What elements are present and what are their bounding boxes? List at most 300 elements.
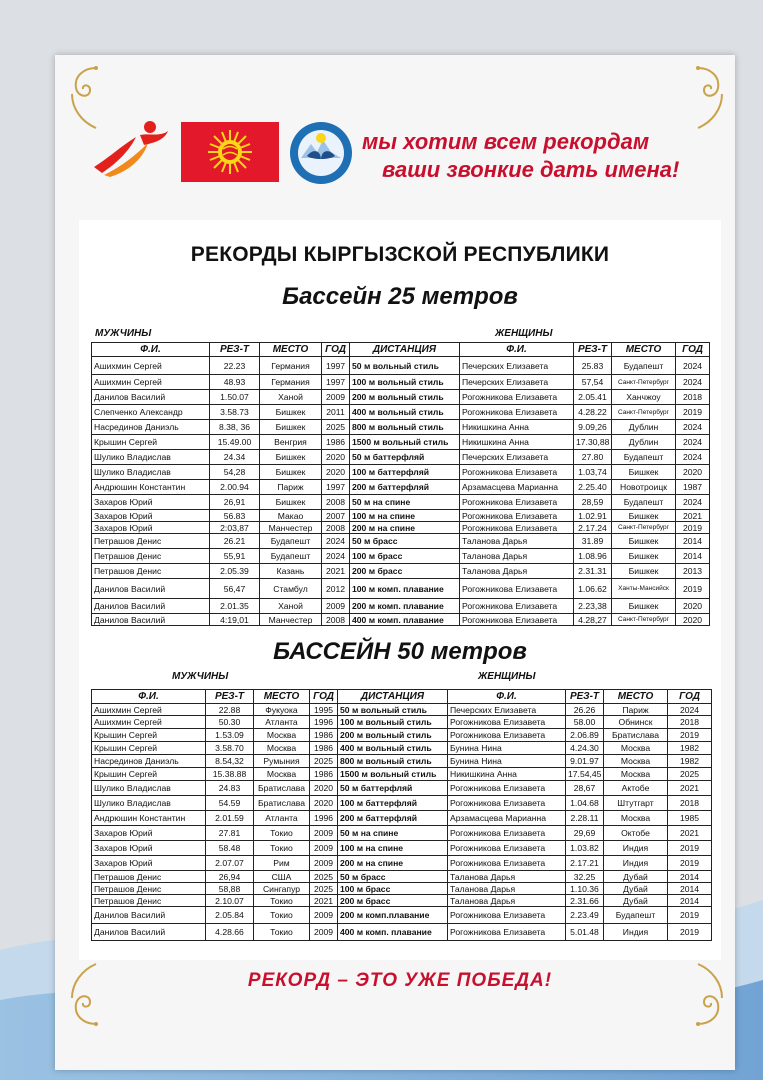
- women-place-cell: Москва: [604, 768, 668, 781]
- men-place-cell: Германия: [260, 357, 322, 375]
- header-slogan: [360, 128, 710, 188]
- pool25-records-table: [91, 342, 710, 626]
- women-result-cell: 1.10.36: [566, 883, 604, 895]
- women-place-cell: Бишкек: [612, 549, 676, 564]
- women-name-cell: Бунина Нина: [448, 755, 566, 768]
- distance-cell: 1500 м вольный стиль: [350, 435, 460, 450]
- women-result-cell: 2.05.41: [574, 390, 612, 405]
- women-result-cell: 2.31.66: [566, 895, 604, 907]
- men-result-cell: 15.38.88: [206, 768, 254, 781]
- men-result-cell: 15.49.00: [210, 435, 260, 450]
- men-result-cell: 54,28: [210, 465, 260, 480]
- men-result-cell: 26.21: [210, 534, 260, 549]
- women-result-cell: 17.54,45: [566, 768, 604, 781]
- men-year-cell: 1997: [322, 375, 350, 390]
- column-header: МЕСТО: [612, 343, 676, 357]
- men-year-cell: 1996: [310, 811, 338, 826]
- men-year-cell: 2011: [322, 405, 350, 420]
- corner-ornament-icon: [668, 64, 728, 134]
- table-row: [92, 614, 710, 626]
- men-year-cell: 2021: [322, 564, 350, 579]
- men-year-cell: 2025: [310, 871, 338, 883]
- distance-cell: 50 м баттерфляй: [350, 450, 460, 465]
- men-place-cell: Манчестер: [260, 614, 322, 626]
- men-result-cell: 56,47: [210, 579, 260, 599]
- men-year-cell: 2020: [322, 450, 350, 465]
- men-result-cell: 8.54,32: [206, 755, 254, 768]
- distance-cell: 200 м вольный стиль: [350, 390, 460, 405]
- men-name-cell: Петрашов Денис: [92, 564, 210, 579]
- distance-cell: 100 м вольный стиль: [338, 716, 448, 729]
- women-place-cell: Дублин: [612, 420, 676, 435]
- men-name-cell: Данилов Василий: [92, 924, 206, 941]
- women-place-cell: Дубай: [604, 895, 668, 907]
- distance-cell: 200 м на спине: [350, 522, 460, 534]
- men-year-cell: 2009: [310, 924, 338, 941]
- distance-cell: 800 м вольный стиль: [338, 755, 448, 768]
- distance-cell: 50 м на спине: [338, 826, 448, 841]
- men-place-cell: Токио: [254, 907, 310, 924]
- distance-cell: 100 м брасс: [350, 549, 460, 564]
- footer-slogan: РЕКОРД – ЭТО УЖЕ ПОБЕДА!: [247, 970, 553, 991]
- men-name-cell: Ашихмин Сергей: [92, 716, 206, 729]
- table-row: [92, 579, 710, 599]
- men-result-cell: 4:19,01: [210, 614, 260, 626]
- men-year-cell: 1997: [322, 357, 350, 375]
- women-place-cell: Индия: [604, 924, 668, 941]
- men-name-cell: Насрединов Даниэль: [92, 420, 210, 435]
- corner-ornament-icon: [66, 958, 126, 1028]
- pool50-title: БАССЕЙН 50 метров: [273, 638, 527, 665]
- women-year-cell: 2020: [676, 599, 710, 614]
- men-result-cell: 50.30: [206, 716, 254, 729]
- women-year-cell: 1982: [668, 742, 712, 755]
- women-name-cell: Таланова Дарья: [460, 534, 574, 549]
- men-name-cell: Петрашов Денис: [92, 895, 206, 907]
- women-place-cell: Актобе: [604, 781, 668, 796]
- men-place-cell: Ханой: [260, 599, 322, 614]
- table-row: [92, 768, 712, 781]
- men-place-cell: Атланта: [254, 811, 310, 826]
- column-header: Ф.И.: [92, 690, 206, 704]
- men-place-cell: Будапешт: [260, 534, 322, 549]
- distance-cell: 200 м вольный стиль: [338, 729, 448, 742]
- women-name-cell: Рогожникова Елизавета: [460, 579, 574, 599]
- table-row: [92, 450, 710, 465]
- men-result-cell: 26,91: [210, 495, 260, 510]
- men-year-cell: 2025: [310, 755, 338, 768]
- women-place-cell: Москва: [604, 811, 668, 826]
- women-name-cell: Рогожникова Елизавета: [448, 856, 566, 871]
- men-place-cell: Стамбул: [260, 579, 322, 599]
- page-title: РЕКОРДЫ КЫРГЫЗСКОЙ РЕСПУБЛИКИ: [190, 243, 610, 266]
- distance-cell: 100 м на спине: [338, 841, 448, 856]
- men-result-cell: 2.05.39: [210, 564, 260, 579]
- men-name-cell: Петрашов Денис: [92, 534, 210, 549]
- distance-cell: 200 м брасс: [338, 895, 448, 907]
- men-year-cell: 1997: [322, 480, 350, 495]
- men-year-cell: 2020: [322, 465, 350, 480]
- men-name-cell: Петрашов Денис: [92, 883, 206, 895]
- women-result-cell: 2.28.11: [566, 811, 604, 826]
- women-year-cell: 2024: [676, 435, 710, 450]
- pool25-women-label: ЖЕНЩИНЫ: [495, 328, 553, 339]
- women-place-cell: Ханчжоу: [612, 390, 676, 405]
- men-year-cell: 2021: [310, 895, 338, 907]
- men-year-cell: 2008: [322, 522, 350, 534]
- women-year-cell: 2024: [668, 704, 712, 716]
- distance-cell: 50 м брасс: [338, 871, 448, 883]
- pool25-title: Бассейн 25 метров: [282, 283, 518, 310]
- pool50-women-label: ЖЕНЩИНЫ: [478, 671, 536, 682]
- women-year-cell: 2024: [676, 375, 710, 390]
- women-place-cell: Париж: [604, 704, 668, 716]
- men-year-cell: 1986: [310, 729, 338, 742]
- men-year-cell: 2009: [322, 599, 350, 614]
- women-year-cell: 2020: [676, 465, 710, 480]
- women-result-cell: 9.01.97: [566, 755, 604, 768]
- distance-cell: 100 м на спине: [350, 510, 460, 522]
- women-result-cell: 9.09,26: [574, 420, 612, 435]
- women-result-cell: 28,59: [574, 495, 612, 510]
- men-name-cell: Данилов Василий: [92, 599, 210, 614]
- men-name-cell: Шулико Владислав: [92, 450, 210, 465]
- women-year-cell: 2020: [676, 614, 710, 626]
- table-row: [92, 390, 710, 405]
- column-header: Ф.И.: [460, 343, 574, 357]
- table-row: [92, 742, 712, 755]
- men-place-cell: Бишкек: [260, 405, 322, 420]
- women-name-cell: Таланова Дарья: [448, 895, 566, 907]
- column-header: ГОД: [322, 343, 350, 357]
- women-name-cell: Рогожникова Елизавета: [460, 405, 574, 420]
- men-year-cell: 2009: [310, 856, 338, 871]
- distance-cell: 100 м брасс: [338, 883, 448, 895]
- column-header: Ф.И.: [92, 343, 210, 357]
- table-row: [92, 871, 712, 883]
- slogan-line-2: ваши звонкие дать имена!: [382, 157, 680, 182]
- women-name-cell: Рогожникова Елизавета: [448, 729, 566, 742]
- women-name-cell: Рогожникова Елизавета: [448, 716, 566, 729]
- pool50-records-table: [91, 689, 712, 941]
- women-place-cell: Ханты-Мансийск: [612, 579, 676, 599]
- women-year-cell: 2021: [668, 781, 712, 796]
- women-result-cell: 1.06.62: [574, 579, 612, 599]
- distance-cell: 100 м баттерфляй: [350, 465, 460, 480]
- men-place-cell: Токио: [254, 895, 310, 907]
- men-name-cell: Захаров Юрий: [92, 856, 206, 871]
- women-place-cell: Обнинск: [604, 716, 668, 729]
- women-result-cell: 2.06.89: [566, 729, 604, 742]
- men-result-cell: 2:03,87: [210, 522, 260, 534]
- distance-cell: 200 м на спине: [338, 856, 448, 871]
- men-place-cell: Токио: [254, 826, 310, 841]
- women-result-cell: 1.03.82: [566, 841, 604, 856]
- men-name-cell: Петрашов Денис: [92, 871, 206, 883]
- women-year-cell: 2019: [668, 924, 712, 941]
- women-place-cell: Санкт-Петербург: [612, 375, 676, 390]
- men-place-cell: США: [254, 871, 310, 883]
- women-year-cell: 2013: [676, 564, 710, 579]
- women-year-cell: 2018: [668, 716, 712, 729]
- distance-cell: 50 м брасс: [350, 534, 460, 549]
- corner-ornament-icon: [668, 958, 728, 1028]
- women-result-cell: 32.25: [566, 871, 604, 883]
- men-name-cell: Андрюшин Константин: [92, 480, 210, 495]
- women-name-cell: Таланова Дарья: [448, 883, 566, 895]
- table-row: [92, 907, 712, 924]
- men-result-cell: 54.59: [206, 796, 254, 811]
- men-name-cell: Захаров Юрий: [92, 841, 206, 856]
- men-year-cell: 2020: [310, 781, 338, 796]
- women-year-cell: 2021: [676, 510, 710, 522]
- distance-cell: 50 м на спине: [350, 495, 460, 510]
- table-row: [92, 599, 710, 614]
- women-place-cell: Бишкек: [612, 465, 676, 480]
- table-row: [92, 704, 712, 716]
- men-result-cell: 2.00.94: [210, 480, 260, 495]
- column-header: ГОД: [310, 690, 338, 704]
- men-place-cell: Фукуока: [254, 704, 310, 716]
- state-emblem-icon: [287, 120, 355, 186]
- men-year-cell: 2025: [322, 420, 350, 435]
- women-result-cell: 28,67: [566, 781, 604, 796]
- men-year-cell: 2020: [310, 796, 338, 811]
- athlete-logo-icon: [90, 117, 172, 179]
- men-place-cell: Сингапур: [254, 883, 310, 895]
- men-name-cell: Крышин Сергей: [92, 742, 206, 755]
- men-place-cell: Москва: [254, 729, 310, 742]
- table-row: [92, 781, 712, 796]
- men-place-cell: Москва: [254, 742, 310, 755]
- men-result-cell: 2.07.07: [206, 856, 254, 871]
- men-name-cell: Ашихмин Сергей: [92, 375, 210, 390]
- men-result-cell: 24.83: [206, 781, 254, 796]
- women-result-cell: 1.04.68: [566, 796, 604, 811]
- women-year-cell: 1982: [668, 755, 712, 768]
- women-year-cell: 1985: [668, 811, 712, 826]
- women-year-cell: 2019: [676, 405, 710, 420]
- slogan-line-1: мы хотим всем рекордам: [362, 129, 650, 154]
- women-place-cell: Индия: [604, 856, 668, 871]
- men-place-cell: Бишкек: [260, 420, 322, 435]
- distance-cell: 400 м вольный стиль: [338, 742, 448, 755]
- women-place-cell: Санкт-Петербург: [612, 405, 676, 420]
- column-header: РЕЗ-Т: [566, 690, 604, 704]
- women-name-cell: Бунина Нина: [448, 742, 566, 755]
- table-row: [92, 755, 712, 768]
- men-name-cell: Захаров Юрий: [92, 826, 206, 841]
- men-result-cell: 8.38, 36: [210, 420, 260, 435]
- women-place-cell: Братислава: [604, 729, 668, 742]
- women-year-cell: 2024: [676, 450, 710, 465]
- distance-cell: 200 м баттерфляй: [350, 480, 460, 495]
- table-row: [92, 534, 710, 549]
- men-name-cell: Данилов Василий: [92, 614, 210, 626]
- distance-cell: 200 м баттерфляй: [338, 811, 448, 826]
- women-place-cell: Новотроицк: [612, 480, 676, 495]
- women-place-cell: Бишкек: [612, 510, 676, 522]
- men-result-cell: 1.53.09: [206, 729, 254, 742]
- distance-cell: 100 м вольный стиль: [350, 375, 460, 390]
- men-result-cell: 48.93: [210, 375, 260, 390]
- women-result-cell: 2.31.31: [574, 564, 612, 579]
- women-name-cell: Рогожникова Елизавета: [448, 796, 566, 811]
- column-header: МЕСТО: [260, 343, 322, 357]
- men-result-cell: 2.01.35: [210, 599, 260, 614]
- women-name-cell: Никишкина Анна: [460, 420, 574, 435]
- men-year-cell: 2007: [322, 510, 350, 522]
- men-result-cell: 2.10.07: [206, 895, 254, 907]
- women-place-cell: Дублин: [612, 435, 676, 450]
- women-place-cell: Москва: [604, 755, 668, 768]
- column-header: ГОД: [668, 690, 712, 704]
- women-result-cell: 2.23,38: [574, 599, 612, 614]
- women-name-cell: Арзамасцева Марианна: [460, 480, 574, 495]
- women-year-cell: 2018: [676, 390, 710, 405]
- women-result-cell: 25.83: [574, 357, 612, 375]
- men-name-cell: Насрединов Даниэль: [92, 755, 206, 768]
- men-name-cell: Данилов Василий: [92, 907, 206, 924]
- women-place-cell: Штутгарт: [604, 796, 668, 811]
- men-year-cell: 1986: [310, 768, 338, 781]
- women-name-cell: Рогожникова Елизавета: [460, 522, 574, 534]
- men-result-cell: 22.23: [210, 357, 260, 375]
- table-row: [92, 796, 712, 811]
- column-header: ДИСТАНЦИЯ: [338, 690, 448, 704]
- men-result-cell: 3.58.73: [210, 405, 260, 420]
- table-row: [92, 465, 710, 480]
- distance-cell: 200 м брасс: [350, 564, 460, 579]
- men-place-cell: Рим: [254, 856, 310, 871]
- women-year-cell: 2024: [676, 495, 710, 510]
- men-place-cell: Румыния: [254, 755, 310, 768]
- men-name-cell: Крышин Сергей: [92, 729, 206, 742]
- men-place-cell: Венгрия: [260, 435, 322, 450]
- men-year-cell: 1986: [310, 742, 338, 755]
- men-result-cell: 2.05.84: [206, 907, 254, 924]
- table-row: [92, 895, 712, 907]
- table-row: [92, 924, 712, 941]
- table-row: [92, 495, 710, 510]
- pool25-men-label: МУЖЧИНЫ: [95, 328, 152, 339]
- women-place-cell: Бишкек: [612, 534, 676, 549]
- men-name-cell: Ашихмин Сергей: [92, 357, 210, 375]
- kyrgyz-flag-icon: [181, 122, 279, 182]
- men-name-cell: Захаров Юрий: [92, 522, 210, 534]
- women-place-cell: Дубай: [604, 871, 668, 883]
- women-result-cell: 26.26: [566, 704, 604, 716]
- distance-cell: 800 м вольный стиль: [350, 420, 460, 435]
- men-year-cell: 1996: [310, 716, 338, 729]
- women-place-cell: Октобе: [604, 826, 668, 841]
- pool50-men-label: МУЖЧИНЫ: [172, 671, 229, 682]
- women-year-cell: 2019: [676, 522, 710, 534]
- women-place-cell: Будапешт: [612, 495, 676, 510]
- men-place-cell: Будапешт: [260, 549, 322, 564]
- distance-cell: 50 м вольный стиль: [350, 357, 460, 375]
- distance-cell: 1500 м вольный стиль: [338, 768, 448, 781]
- men-place-cell: Париж: [260, 480, 322, 495]
- women-place-cell: Индия: [604, 841, 668, 856]
- men-year-cell: 2009: [310, 907, 338, 924]
- column-header: РЕЗ-Т: [206, 690, 254, 704]
- men-name-cell: Крышин Сергей: [92, 768, 206, 781]
- men-name-cell: Шулико Владислав: [92, 465, 210, 480]
- women-year-cell: 2019: [668, 729, 712, 742]
- women-result-cell: 1.02.91: [574, 510, 612, 522]
- men-name-cell: Ашихмин Сергей: [92, 704, 206, 716]
- women-place-cell: Дубай: [604, 883, 668, 895]
- men-result-cell: 22.88: [206, 704, 254, 716]
- table-row: [92, 549, 710, 564]
- women-result-cell: 2.23.49: [566, 907, 604, 924]
- women-name-cell: Печерских Елизавета: [448, 704, 566, 716]
- women-year-cell: 2014: [668, 895, 712, 907]
- men-name-cell: Крышин Сергей: [92, 435, 210, 450]
- table-row: [92, 522, 710, 534]
- table-row: [92, 435, 710, 450]
- women-year-cell: 2019: [668, 841, 712, 856]
- column-header: ДИСТАНЦИЯ: [350, 343, 460, 357]
- men-place-cell: Токио: [254, 841, 310, 856]
- women-name-cell: Никишкина Анна: [448, 768, 566, 781]
- women-name-cell: Рогожникова Елизавета: [460, 390, 574, 405]
- women-name-cell: Рогожникова Елизавета: [448, 826, 566, 841]
- table-row: [92, 375, 710, 390]
- table-row: [92, 811, 712, 826]
- men-name-cell: Шулико Владислав: [92, 781, 206, 796]
- column-header: Ф.И.: [448, 690, 566, 704]
- table-row: [92, 357, 710, 375]
- table-row: [92, 729, 712, 742]
- women-place-cell: Бишкек: [612, 599, 676, 614]
- men-name-cell: Шулико Владислав: [92, 796, 206, 811]
- women-name-cell: Рогожникова Елизавета: [460, 599, 574, 614]
- men-year-cell: 2009: [310, 841, 338, 856]
- women-name-cell: Рогожникова Елизавета: [448, 841, 566, 856]
- table-row: [92, 716, 712, 729]
- women-name-cell: Печерских Елизавета: [460, 450, 574, 465]
- men-name-cell: Петрашов Денис: [92, 549, 210, 564]
- women-result-cell: 5.01.48: [566, 924, 604, 941]
- distance-cell: 400 м комп. плавание: [350, 614, 460, 626]
- table-row: [92, 405, 710, 420]
- women-year-cell: 2019: [668, 907, 712, 924]
- women-result-cell: 17.30,88: [574, 435, 612, 450]
- women-place-cell: Будапешт: [612, 450, 676, 465]
- women-name-cell: Рогожникова Елизавета: [460, 614, 574, 626]
- distance-cell: 100 м комп. плавание: [350, 579, 460, 599]
- women-name-cell: Никишкина Анна: [460, 435, 574, 450]
- women-name-cell: Арзамасцева Марианна: [448, 811, 566, 826]
- table-row: [92, 420, 710, 435]
- women-place-cell: Санкт-Петербург: [612, 522, 676, 534]
- distance-cell: 50 м баттерфляй: [338, 781, 448, 796]
- men-place-cell: Бишкек: [260, 495, 322, 510]
- men-name-cell: Андрюшин Константин: [92, 811, 206, 826]
- women-name-cell: Рогожникова Елизавета: [460, 465, 574, 480]
- men-place-cell: Братислава: [254, 796, 310, 811]
- men-result-cell: 3.58.70: [206, 742, 254, 755]
- men-year-cell: 2024: [322, 549, 350, 564]
- women-year-cell: 2025: [668, 768, 712, 781]
- women-result-cell: 2.25.40: [574, 480, 612, 495]
- women-year-cell: 2014: [676, 549, 710, 564]
- women-result-cell: 27.80: [574, 450, 612, 465]
- column-header: РЕЗ-Т: [210, 343, 260, 357]
- women-year-cell: 2014: [668, 871, 712, 883]
